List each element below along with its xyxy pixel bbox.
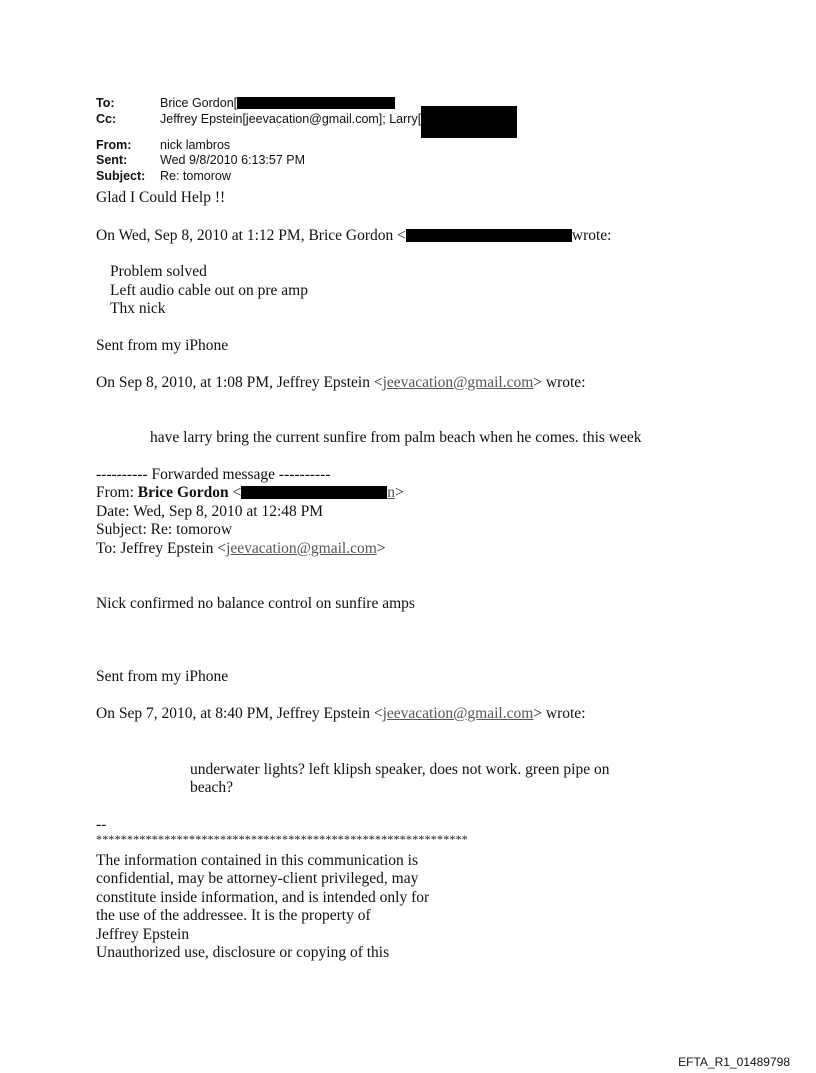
fwd-to-prefix: To: Jeffrey Epstein < — [96, 540, 227, 557]
from-row — [96, 138, 517, 154]
to-name: Brice Gordon[ — [160, 96, 238, 110]
glad-line: Glad I Could Help !! — [96, 189, 226, 206]
cc-names: Jeffrey Epstein[jeevacation@gmail.com]; Larry[ — [160, 111, 422, 126]
fwd-from-tail[interactable]: n — [387, 484, 395, 501]
question-line: underwater lights? left klipsh speaker, does not work. green pipe on — [190, 761, 610, 778]
fwd-from-line — [96, 483, 404, 502]
quote2-intro — [96, 373, 586, 392]
redaction-box — [406, 229, 572, 242]
fwd-from-label: From: — [96, 484, 138, 501]
quote2-prefix: On Sep 8, 2010, at 1:08 PM, Jeffrey Epstein < — [96, 374, 383, 391]
subject-label: Subject: — [96, 168, 146, 183]
reply1-line: Problem solved — [110, 263, 207, 280]
redaction-box — [421, 106, 517, 138]
email-link[interactable]: jeevacation@gmail.com — [382, 374, 534, 391]
disclaimer-line: constitute inside information, and is intended only for — [96, 889, 430, 906]
email-header — [96, 96, 517, 184]
instruction-line: have larry bring the current sunfire from palm beach when he comes. this week — [150, 429, 642, 446]
from-label: From: — [96, 137, 132, 152]
redaction-box — [237, 97, 395, 109]
quote1-suffix: wrote: — [571, 227, 612, 244]
to-label: To: — [96, 96, 115, 110]
signature-stars: ************************************************************ — [96, 832, 468, 846]
forwarded-header: ---------- Forwarded message ---------- — [96, 466, 331, 483]
fwd-to-suffix: > — [376, 540, 386, 557]
reply1-line: Left audio cable out on pre amp — [110, 282, 308, 299]
document-id: EFTA_R1_01489798 — [678, 1055, 790, 1069]
question-line: beach? — [190, 779, 234, 796]
cc-value — [160, 112, 517, 138]
cc-label: Cc: — [96, 111, 117, 126]
from-value: nick lambros — [160, 137, 231, 152]
sent-from-iphone-1: Sent from my iPhone — [96, 337, 229, 354]
sent-value: Wed 9/8/2010 6:13:57 PM — [160, 153, 306, 167]
sent-row — [96, 153, 517, 169]
fwd-to-line — [96, 539, 386, 558]
fwd-from-close: > — [395, 484, 404, 501]
disclaimer-line: The information contained in this communication is — [96, 852, 418, 869]
quote3-prefix: On Sep 7, 2010, at 8:40 PM, Jeffrey Epstein < — [96, 705, 383, 722]
disclaimer-line: confidential, may be attorney-client privileged, may — [96, 870, 419, 887]
email-link[interactable]: jeevacation@gmail.com — [382, 705, 534, 722]
fwd-from-open: < — [228, 484, 242, 501]
sent-from-iphone-2: Sent from my iPhone — [96, 668, 229, 685]
subject-row — [96, 169, 517, 185]
disclaimer-line: the use of the addressee. It is the property of — [96, 907, 371, 924]
sent-label: Sent: — [96, 153, 128, 167]
reply1-line: Thx nick — [110, 300, 166, 317]
quote3-intro — [96, 704, 586, 723]
signature-dashes: -- — [96, 816, 107, 833]
fwd-date: Date: Wed, Sep 8, 2010 at 12:48 PM — [96, 503, 324, 520]
cc-row — [96, 112, 517, 138]
fwd-from-name: Brice Gordon — [137, 484, 229, 501]
quote1-intro — [96, 226, 611, 245]
subject-value: Re: tomorow — [160, 168, 231, 183]
quote1-prefix: On Wed, Sep 8, 2010 at 1:12 PM, Brice Gordon < — [96, 227, 406, 244]
disclaimer-line: Unauthorized use, disclosure or copying of this — [96, 944, 390, 961]
fwd-subject: Subject: Re: tomorow — [96, 521, 233, 538]
to-value — [160, 96, 395, 112]
disclaimer-line: Jeffrey Epstein — [96, 926, 190, 943]
quote3-suffix: > wrote: — [533, 705, 586, 722]
email-link[interactable]: jeevacation@gmail.com — [226, 540, 377, 557]
redaction-box — [241, 486, 387, 499]
nick-confirmed-line: Nick confirmed no balance control on sunfire amps — [96, 595, 415, 612]
quote2-suffix: > wrote: — [533, 374, 586, 391]
